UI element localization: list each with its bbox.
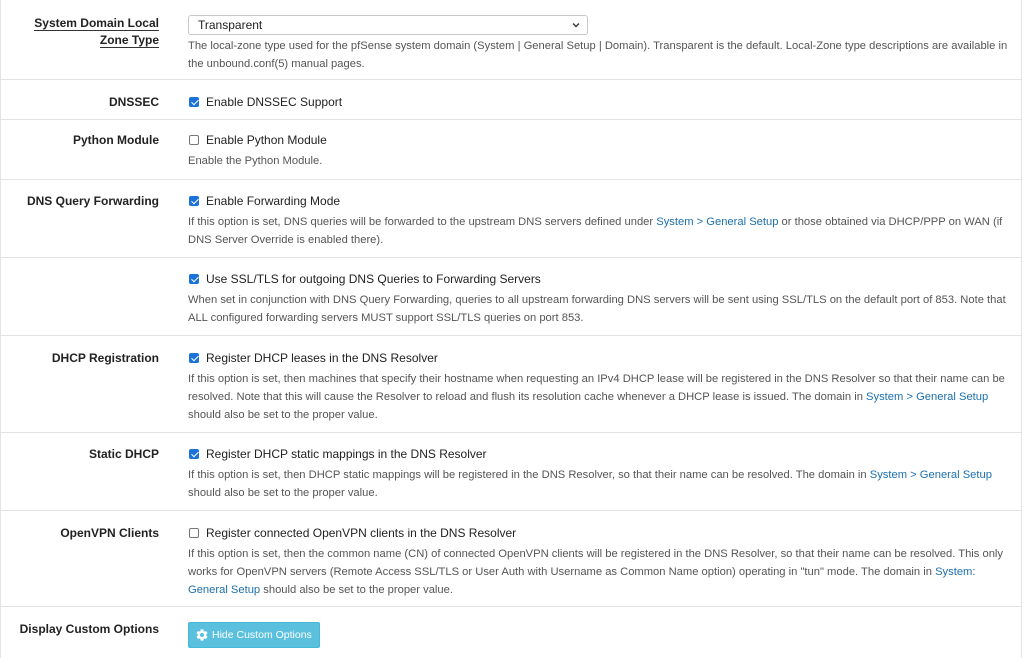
dns-query-forwarding-label: DNS Query Forwarding xyxy=(26,194,159,208)
display-custom-options-label: Display Custom Options xyxy=(19,622,159,636)
row-local-zone-type xyxy=(1,0,1021,80)
local-zone-help: The local-zone type used for the pfSense system domain (System | General Setup | Domain). Transparent is the default. Local-Zone type descriptions are available in the unbound.conf(5) manual pages. xyxy=(188,40,1008,70)
static-dhcp-checkbox-label: Register DHCP static mappings in the DNS Resolver xyxy=(206,447,487,461)
row-openvpn-clients xyxy=(1,511,1021,607)
row-dhcp-registration xyxy=(1,336,1021,433)
dhcp-registration-option[interactable] xyxy=(188,349,1015,367)
static-dhcp-help-text-end: should also be set to the proper value. xyxy=(188,487,378,499)
openvpn-clients-checkbox-label: Register connected OpenVPN clients in the DNS Resolver xyxy=(206,526,517,540)
row-ssl-tls-forwarding xyxy=(1,258,1021,336)
dnssec-checkbox[interactable] xyxy=(189,97,199,107)
static-dhcp-option[interactable] xyxy=(188,445,1015,463)
general-setup-link[interactable]: System > General Setup xyxy=(869,469,992,481)
forwarding-mode-checkbox-label: Enable Forwarding Mode xyxy=(206,194,341,208)
hide-custom-options-button[interactable] xyxy=(188,622,320,648)
local-zone-label-line1: System Domain Local xyxy=(34,16,159,30)
ssl-tls-help: When set in conjunction with DNS Query Forwarding, queries to all upstream forwarding DNS servers will be sent using SSL/TLS on the default port of 853. Note that ALL configured forwarding servers MUST support SSL/TLS queries on port 853. xyxy=(188,294,1006,324)
python-module-label: Python Module xyxy=(73,133,159,147)
row-static-dhcp xyxy=(1,433,1021,511)
row-dnssec xyxy=(1,80,1021,120)
dnssec-checkbox-label: Enable DNSSEC Support xyxy=(206,95,343,109)
ssl-tls-option[interactable] xyxy=(188,270,1015,288)
local-zone-selected-value: Transparent xyxy=(198,18,263,32)
static-dhcp-checkbox[interactable] xyxy=(189,449,199,459)
row-python-module xyxy=(1,120,1021,180)
local-zone-type-select[interactable] xyxy=(188,15,588,35)
forwarding-mode-checkbox[interactable] xyxy=(189,196,199,206)
local-zone-type-label xyxy=(34,15,159,49)
forwarding-mode-option[interactable] xyxy=(188,192,1015,210)
static-dhcp-help-text: If this option is set, then DHCP static mappings will be registered in the DNS Resolver, so that their name can be resolved. The domain in xyxy=(188,469,870,481)
dhcp-registration-help-text: If this option is set, then machines that specify their hostname when requesting an IPv4 DHCP lease will be registered in the DNS Resolver so that their name can be resolved. Note that this will cause the Resolver to reload and flush its resolution cache whenever a DHCP lease is issued. The domain in xyxy=(188,373,1005,403)
python-module-option[interactable] xyxy=(188,131,1015,149)
general-setup-link[interactable]: System: General Setup xyxy=(188,566,976,596)
dhcp-registration-checkbox[interactable] xyxy=(189,353,199,363)
gear-icon xyxy=(195,628,209,642)
forwarding-help-text: If this option is set, DNS queries will be forwarded to the upstream DNS servers defined under xyxy=(188,216,657,228)
hide-custom-options-label: Hide Custom Options xyxy=(212,629,312,641)
dnssec-option[interactable] xyxy=(188,93,1015,111)
dhcp-registration-checkbox-label: Register DHCP leases in the DNS Resolver xyxy=(206,351,438,365)
dnssec-label: DNSSEC xyxy=(108,95,159,109)
ssl-tls-checkbox-label: Use SSL/TLS for outgoing DNS Queries to Forwarding Servers xyxy=(206,272,541,286)
openvpn-clients-label: OpenVPN Clients xyxy=(60,526,159,540)
general-setup-link[interactable]: System > General Setup xyxy=(866,391,989,403)
general-setup-link[interactable]: System > General Setup xyxy=(656,216,779,228)
row-display-custom-options xyxy=(1,607,1021,658)
openvpn-help-text: If this option is set, then the common name (CN) of connected OpenVPN clients will be registered in the DNS Resolver, so that their name can be resolved. This only works for OpenVPN servers (Remote Access SSL/TLS or User Auth with Username as Common Name option) operating in "tun" mode. The domain in xyxy=(188,548,1004,578)
openvpn-help-text-end: should also be set to the proper value. xyxy=(260,584,453,596)
python-module-checkbox[interactable] xyxy=(189,135,199,145)
chevron-down-icon xyxy=(571,20,581,30)
python-module-checkbox-label: Enable Python Module xyxy=(206,133,327,147)
ssl-tls-checkbox[interactable] xyxy=(189,274,199,284)
row-dns-query-forwarding xyxy=(1,180,1021,258)
dhcp-registration-label: DHCP Registration xyxy=(51,351,159,365)
openvpn-clients-checkbox[interactable] xyxy=(189,528,199,538)
python-module-help: Enable the Python Module. xyxy=(188,155,323,167)
openvpn-clients-help xyxy=(188,545,1015,599)
forwarding-help-text-end: or those obtained via DHCP/PPP on WAN (if DNS Server Override is enabled there). xyxy=(188,216,1003,246)
dhcp-registration-help-text-end: should also be set to the proper value. xyxy=(188,409,378,421)
static-dhcp-help xyxy=(188,466,1015,502)
openvpn-clients-option[interactable] xyxy=(188,524,1015,542)
static-dhcp-label: Static DHCP xyxy=(88,447,159,461)
forwarding-help xyxy=(188,213,1015,249)
local-zone-label-line2: Zone Type xyxy=(99,33,159,47)
dhcp-registration-help xyxy=(188,370,1015,424)
